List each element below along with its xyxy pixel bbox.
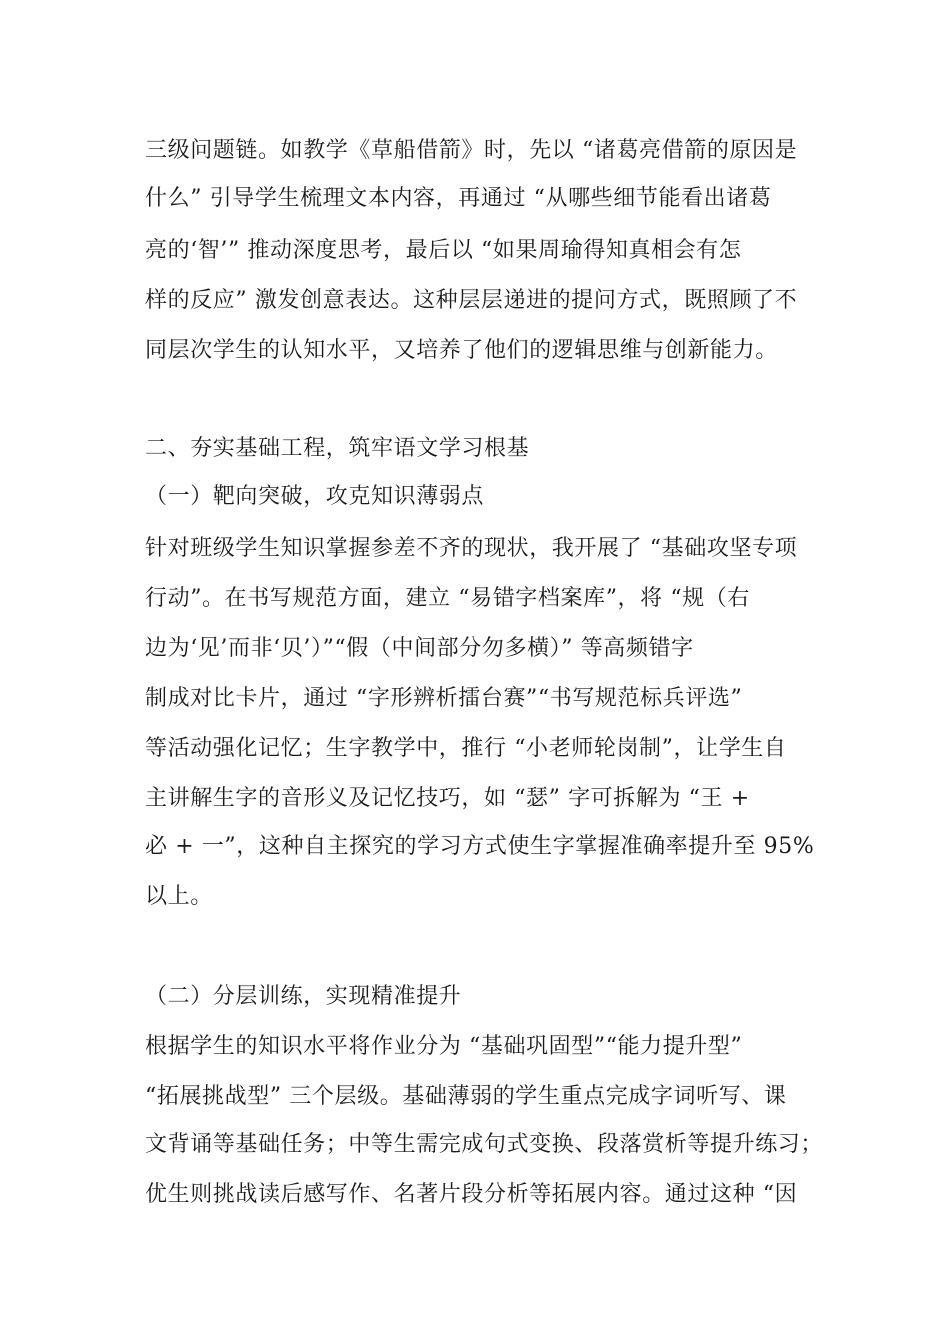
subsection-2-heading: （二）分层训练，实现精准提升 — [145, 984, 462, 1009]
paragraph-2-line-5: 等活动强化记忆；生字教学中，推行 “小老师轮岗制”，让学生自 — [145, 736, 787, 761]
paragraph-2-line-4: 制成对比卡片，通过 “字形辨析擂台赛”“书写规范标兵评选” — [145, 686, 743, 711]
paragraph-3-line-2: “拓展挑战型” 三个层级。基础薄弱的学生重点完成字词听写、课 — [145, 1084, 787, 1109]
paragraph-2-line-2: 行动”。在书写规范方面，建立 “易错字档案库”，将 “规（右 — [145, 586, 750, 611]
paragraph-1-line-3: 亮的‘智’” 推动深度思考，最后以 “如果周瑜得知真相会有怎 — [145, 238, 742, 263]
paragraph-3-line-1: 根据学生的知识水平将作业分为 “基础巩固型”“能力提升型” — [145, 1034, 743, 1059]
subsection-1-heading: （一）靶向突破，攻克知识薄弱点 — [145, 484, 485, 509]
paragraph-1-line-4: 样的反应” 激发创意表达。这种层层递进的提问方式，既照顾了不 — [145, 288, 798, 313]
paragraph-2-line-1: 针对班级学生知识掌握参差不齐的现状，我开展了 “基础攻坚专项 — [145, 536, 798, 561]
paragraph-1-line-5: 同层次学生的认知水平，又培养了他们的逻辑思维与创新能力。 — [145, 338, 778, 363]
paragraph-2-line-6: 主讲解生字的音形义及记忆技巧，如 “瑟” 字可拆解为 “王 + — [145, 786, 750, 811]
paragraph-1-line-1: 三级问题链。如教学《草船借箭》时，先以 “诸葛亮借箭的原因是 — [145, 138, 798, 163]
section-2-heading: 二、夯实基础工程，筑牢语文学习根基 — [145, 436, 530, 461]
paragraph-3-line-3: 文背诵等基础任务；中等生需完成句式变换、段落赏析等提升练习； — [145, 1132, 824, 1157]
paragraph-1-line-2: 什么” 引导学生梳理文本内容，再通过 “从哪些细节能看出诸葛 — [145, 186, 772, 211]
paragraph-2-line-7: 必 + 一”，这种自主探究的学习方式使生字掌握准确率提升至 95% — [145, 834, 815, 859]
paragraph-2-line-3: 边为‘见’而非‘贝’）”“假（中间部分勿多横）” 等高频错字 — [145, 636, 694, 661]
paragraph-3-line-4: 优生则挑战读后感写作、名著片段分析等拓展内容。通过这种 “因 — [145, 1182, 798, 1207]
paragraph-2-line-8: 以上。 — [145, 884, 213, 909]
